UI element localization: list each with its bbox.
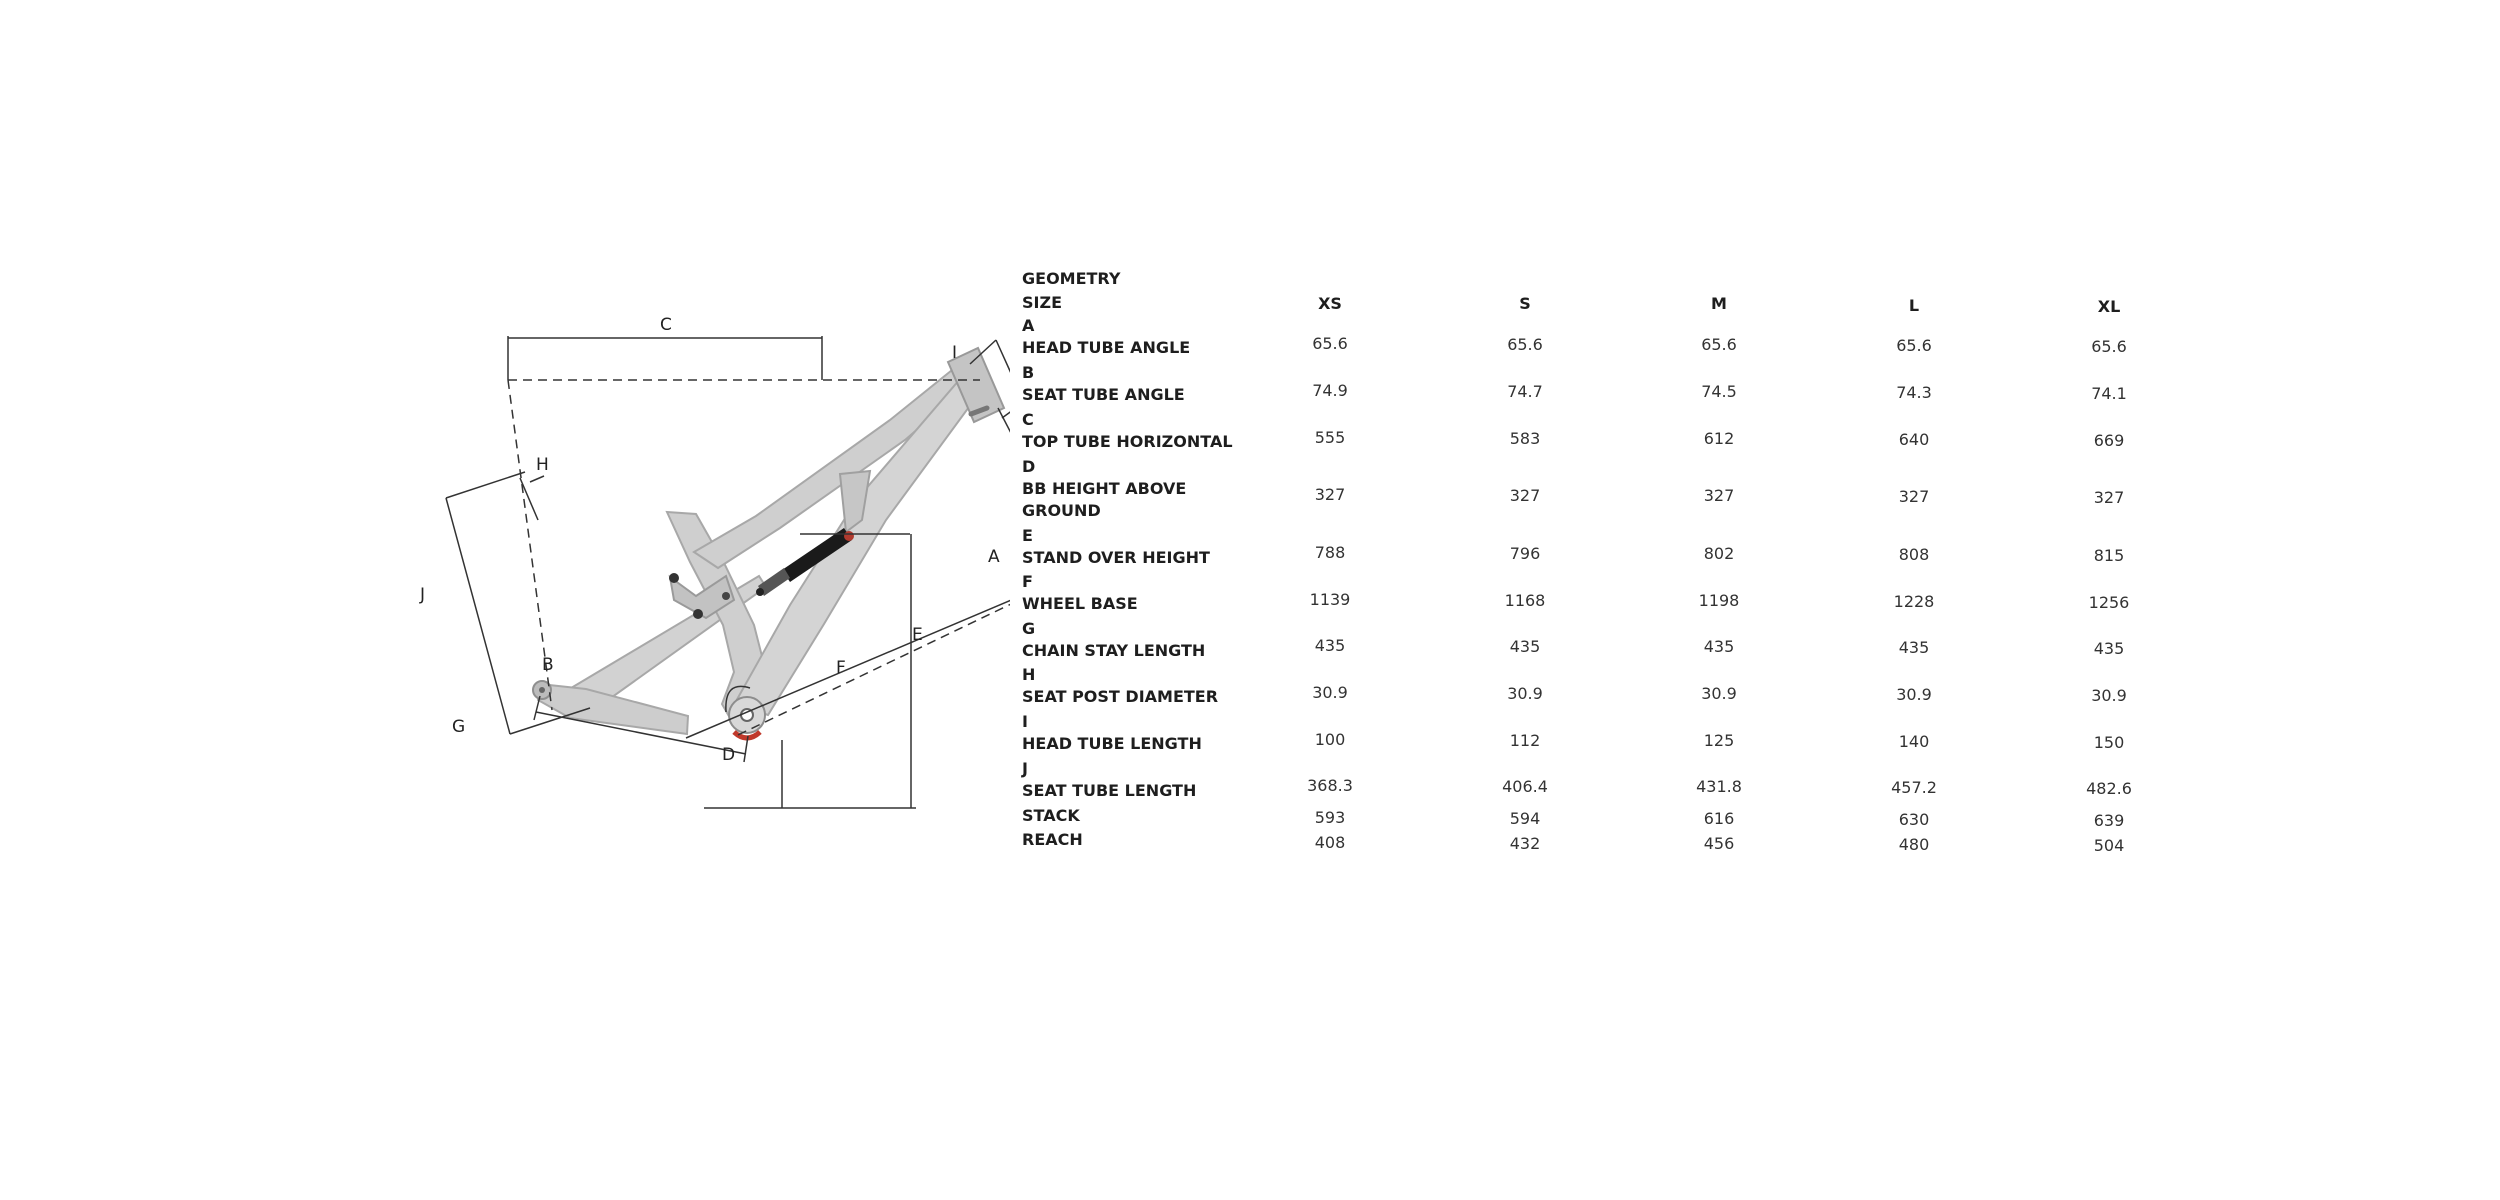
- cell-value: 74.3: [1896, 383, 1932, 402]
- cell-value: 630: [1898, 810, 1930, 829]
- cell-value: 150: [2093, 733, 2125, 752]
- cell-value: 30.9: [2091, 686, 2127, 705]
- cell-value: 1256: [2088, 593, 2130, 612]
- cell-value: 65.6: [1896, 336, 1932, 355]
- pivot-upper: [669, 573, 679, 583]
- cell-value: 74.7: [1507, 382, 1543, 401]
- table-title: GEOMETRY: [1022, 269, 1121, 288]
- label-h: H: [536, 455, 549, 475]
- row-letter: J: [1022, 759, 1028, 778]
- cell-value: 435: [1898, 638, 1930, 657]
- cell-value: 593: [1314, 808, 1346, 827]
- row-name: SEAT TUBE LENGTH: [1022, 781, 1197, 800]
- size-header-l: L: [1908, 296, 1920, 315]
- cell-value: 30.9: [1507, 684, 1543, 703]
- cell-value: 435: [1314, 636, 1346, 655]
- cell-value: 327: [2093, 488, 2125, 507]
- cell-value: 815: [2093, 546, 2125, 565]
- row-name: BB HEIGHT ABOVE: [1022, 479, 1187, 498]
- cell-value: 796: [1509, 544, 1541, 563]
- stack-label: STACK: [1022, 806, 1080, 825]
- label-f: F: [836, 658, 846, 678]
- cell-value: 504: [2093, 836, 2125, 855]
- cell-value: 431.8: [1696, 777, 1742, 796]
- cell-value: 112: [1509, 731, 1541, 750]
- cell-value: 612: [1703, 429, 1735, 448]
- cell-value: 456: [1703, 834, 1735, 853]
- cell-value: 480: [1898, 835, 1930, 854]
- row-name: HEAD TUBE LENGTH: [1022, 734, 1202, 753]
- row-name: WHEEL BASE: [1022, 594, 1138, 613]
- cell-value: 1139: [1309, 590, 1351, 609]
- row-name-continued: GROUND: [1022, 501, 1101, 520]
- label-c: C: [660, 315, 672, 335]
- row-name: SEAT TUBE ANGLE: [1022, 385, 1185, 404]
- cell-value: 30.9: [1701, 684, 1737, 703]
- cell-value: 327: [1314, 485, 1346, 504]
- row-letter: A: [1022, 316, 1035, 335]
- cell-value: 30.9: [1896, 685, 1932, 704]
- rear-axle-hole: [539, 687, 545, 693]
- cell-value: 432: [1509, 834, 1541, 853]
- row-name: CHAIN STAY LENGTH: [1022, 641, 1206, 660]
- row-name: HEAD TUBE ANGLE: [1022, 338, 1191, 357]
- label-i: I: [952, 343, 958, 363]
- cell-value: 555: [1314, 428, 1346, 447]
- row-name: TOP TUBE HORIZONTAL: [1022, 432, 1233, 451]
- cell-value: 808: [1898, 545, 1930, 564]
- cell-value: 616: [1703, 809, 1735, 828]
- row-name: STAND OVER HEIGHT: [1022, 548, 1210, 567]
- cell-value: 100: [1314, 730, 1346, 749]
- label-b: B: [542, 655, 554, 675]
- pivot-link: [693, 609, 703, 619]
- cell-value: 65.6: [1701, 335, 1737, 354]
- cell-value: 457.2: [1891, 778, 1937, 797]
- cell-value: 368.3: [1307, 776, 1353, 795]
- cell-value: 65.6: [1507, 335, 1543, 354]
- cell-value: 583: [1509, 429, 1541, 448]
- cell-value: 669: [2093, 431, 2125, 450]
- bike-frame: [533, 348, 1004, 738]
- cell-value: 482.6: [2086, 779, 2132, 798]
- label-g: G: [452, 717, 466, 737]
- cell-value: 802: [1703, 544, 1735, 563]
- cell-value: 74.5: [1701, 382, 1737, 401]
- cell-value: 327: [1703, 486, 1735, 505]
- cell-value: 435: [1703, 637, 1735, 656]
- cell-value: 1228: [1893, 592, 1935, 611]
- cell-value: 74.9: [1312, 381, 1348, 400]
- size-header-m: M: [1711, 294, 1727, 313]
- cell-value: 140: [1898, 732, 1930, 751]
- row-letter: H: [1022, 665, 1036, 684]
- row-letter: G: [1022, 619, 1036, 638]
- label-a: A: [988, 547, 1000, 567]
- cell-value: 125: [1703, 731, 1735, 750]
- cell-value: 30.9: [1312, 683, 1348, 702]
- row-letter: E: [1022, 526, 1033, 545]
- row-letter: F: [1022, 572, 1033, 591]
- cell-value: 639: [2093, 811, 2125, 830]
- cell-value: 435: [2093, 639, 2125, 658]
- frame-geometry-diagram: [330, 300, 1010, 840]
- cell-value: 435: [1509, 637, 1541, 656]
- row-letter: D: [1022, 457, 1036, 476]
- cell-value: 408: [1314, 833, 1346, 852]
- cell-value: 788: [1314, 543, 1346, 562]
- down-tube: [735, 372, 980, 715]
- row-letter: I: [1022, 712, 1028, 731]
- size-label: SIZE: [1022, 293, 1063, 312]
- cell-value: 1168: [1504, 591, 1546, 610]
- size-header-xs: XS: [1318, 294, 1342, 313]
- size-header-s: S: [1519, 294, 1531, 313]
- label-e: E: [912, 625, 923, 645]
- cell-value: 640: [1898, 430, 1930, 449]
- cell-value: 1198: [1698, 591, 1740, 610]
- row-letter: C: [1022, 410, 1034, 429]
- row-name: SEAT POST DIAMETER: [1022, 687, 1219, 706]
- cell-value: 74.1: [2091, 384, 2127, 403]
- size-header-xl: XL: [2097, 297, 2121, 316]
- cell-value: 327: [1898, 487, 1930, 506]
- frame-diagram-svg: [330, 300, 1010, 840]
- cell-value: 65.6: [1312, 334, 1348, 353]
- row-letter: B: [1022, 363, 1035, 382]
- cell-value: 406.4: [1502, 777, 1548, 796]
- reach-label: REACH: [1022, 830, 1083, 849]
- label-j: J: [420, 585, 426, 605]
- cell-value: 327: [1509, 486, 1541, 505]
- pivot-rocker: [722, 592, 730, 600]
- geometry-table: [1022, 268, 2162, 858]
- cell-value: 65.6: [2091, 337, 2127, 356]
- cell-value: 594: [1509, 809, 1541, 828]
- label-d: D: [722, 745, 736, 765]
